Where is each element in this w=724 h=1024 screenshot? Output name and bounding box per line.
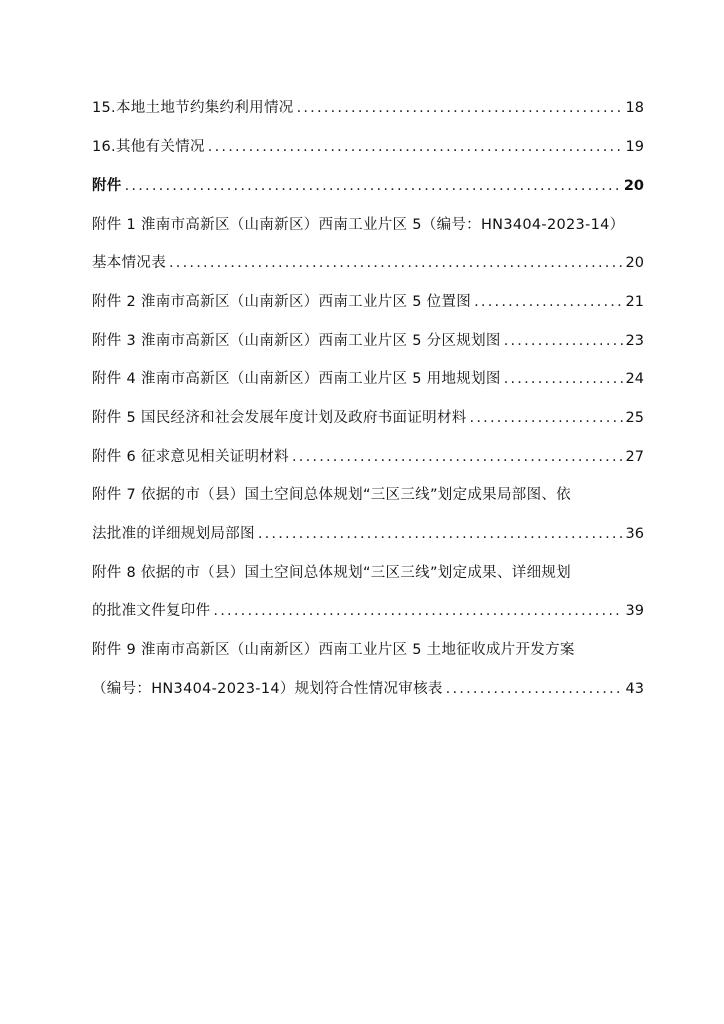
toc-entry-text: （编号：HN3404-2023-14）规划符合性情况审核表 xyxy=(92,681,443,697)
toc-page-number: 24 xyxy=(625,371,644,387)
toc-leader-dots xyxy=(169,251,623,275)
toc-entry-attachment-1-line-2[interactable] xyxy=(92,251,644,275)
toc-entry-text: 附件 6 征求意见相关证明材料 xyxy=(92,449,289,465)
toc-leader-dots xyxy=(258,522,623,546)
toc-entry-text: 16.其他有关情况 xyxy=(92,139,205,155)
toc-page-number: 36 xyxy=(625,526,644,542)
toc-entry-text: 附件 5 国民经济和社会发展年度计划及政府书面证明材料 xyxy=(92,410,467,426)
toc-entry-attachment-1-line-1[interactable] xyxy=(92,213,644,237)
toc-entry-text: 附件 3 淮南市高新区（山南新区）西南工业片区 5 分区规划图 xyxy=(92,333,501,349)
toc-entry-text: 附件 9 淮南市高新区（山南新区）西南工业片区 5 土地征收成片开发方案 xyxy=(92,642,575,658)
toc-entry-attachment-6[interactable] xyxy=(92,445,644,469)
toc-entry-attachment-9-line-2[interactable] xyxy=(92,677,644,701)
toc-entry-text: 15.本地土地节约集约利用情况 xyxy=(92,100,294,116)
toc-leader-dots xyxy=(446,677,623,701)
toc-entry-text: 附件 4 淮南市高新区（山南新区）西南工业片区 5 用地规划图 xyxy=(92,371,501,387)
toc-page-number: 18 xyxy=(625,100,644,116)
toc-entry-attachment-7-line-1[interactable] xyxy=(92,483,644,507)
toc-page-number: 21 xyxy=(625,294,644,310)
toc-page-number: 19 xyxy=(625,139,644,155)
toc-entry-text: 附件 2 淮南市高新区（山南新区）西南工业片区 5 位置图 xyxy=(92,294,472,310)
toc-leader-dots xyxy=(208,135,623,159)
toc-entry-text: 附件 7 依据的市（县）国土空间总体规划“三区三线”划定成果局部图、依 xyxy=(92,487,571,503)
toc-entry-text: 基本情况表 xyxy=(92,255,166,271)
toc-page-number: 43 xyxy=(625,681,644,697)
toc-entry-attachment-9-line-1[interactable] xyxy=(92,638,644,662)
toc-leader-dots xyxy=(213,599,622,623)
toc-entry-attachment-5[interactable] xyxy=(92,406,644,430)
toc-entry-text: 附件 xyxy=(92,178,122,194)
toc-entry-attachment-7-line-2[interactable] xyxy=(92,522,644,546)
toc-leader-dots xyxy=(297,96,623,120)
toc-page-number: 23 xyxy=(625,333,644,349)
toc-entry-attachment-8-line-2[interactable] xyxy=(92,599,644,623)
toc-leader-dots xyxy=(504,367,623,391)
toc-entry-text: 的批准文件复印件 xyxy=(92,603,211,619)
toc-page-number: 39 xyxy=(625,603,644,619)
toc-leader-dots xyxy=(470,406,623,430)
toc-entry-attachment-3[interactable] xyxy=(92,329,644,353)
toc-page-number: 25 xyxy=(625,410,644,426)
toc-entry-text: 附件 1 淮南市高新区（山南新区）西南工业片区 5（编号：HN3404-2023-14） xyxy=(92,217,625,233)
toc-page-number: 27 xyxy=(625,449,644,465)
toc-leader-dots xyxy=(292,445,623,469)
toc-leader-dots xyxy=(125,174,621,198)
toc-entry-text: 法批准的详细规划局部图 xyxy=(92,526,255,542)
toc-page-number: 20 xyxy=(623,178,644,194)
toc-entry-attachment-2[interactable] xyxy=(92,290,644,314)
toc-entry-attachment-8-line-1[interactable] xyxy=(92,561,644,585)
toc-entry-16[interactable] xyxy=(92,135,644,159)
toc-leader-dots xyxy=(504,329,623,353)
toc-entry-attachments[interactable] xyxy=(92,174,644,198)
toc-page-number: 20 xyxy=(625,255,644,271)
toc-leader-dots xyxy=(474,290,622,314)
toc-entry-attachment-4[interactable] xyxy=(92,367,644,391)
toc-entry-text: 附件 8 依据的市（县）国土空间总体规划“三区三线”划定成果、详细规划 xyxy=(92,565,571,581)
toc-entry-15[interactable] xyxy=(92,96,644,120)
